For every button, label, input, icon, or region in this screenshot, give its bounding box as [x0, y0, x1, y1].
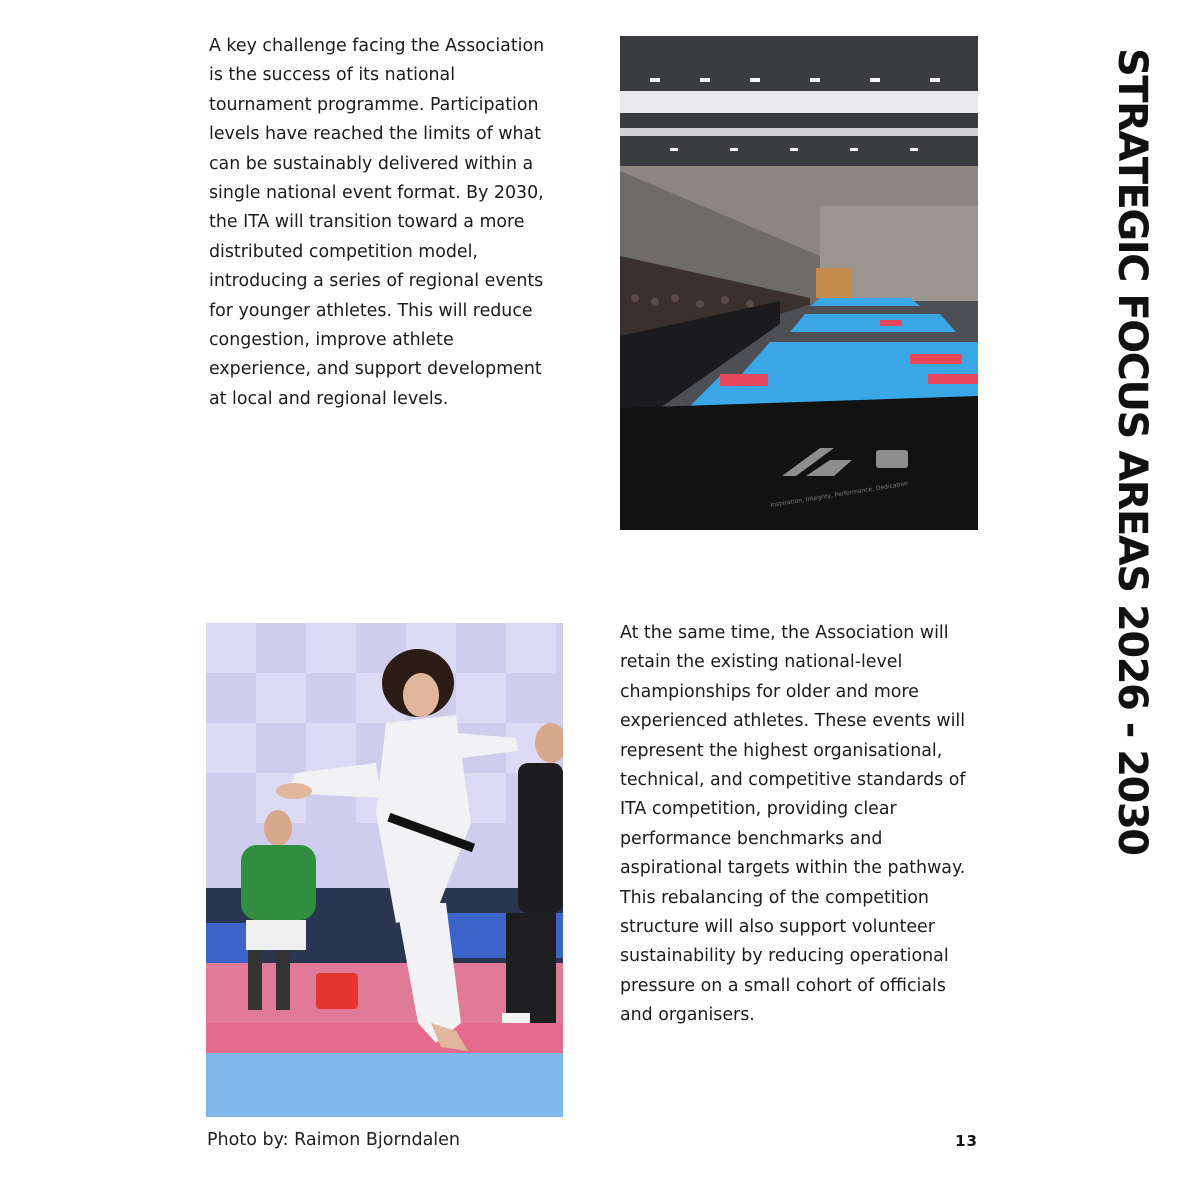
athlete-kick-photo: [206, 623, 563, 1117]
body-paragraph-2: At the same time, the Association will retain the existing national-level championships for older and more experienced athletes. These events will represent the highest organisational, technical, and competitive standards of ITA competition, providing clear performance benchmarks and aspirational targets within the pathway. This rebalancing of the competition structure will also support volunteer sustainability by reducing operational pressure on a small cohort of officials and organisers.: [620, 623, 966, 1026]
banner-motto-text: Inspiration, Integrity, Performance, Dedication: [770, 480, 909, 509]
sports-hall-photo: [620, 36, 978, 530]
page-number: 13: [955, 1132, 978, 1150]
section-title-vertical: STRATEGIC FOCUS AREAS 2026 - 2030: [1109, 48, 1155, 855]
body-paragraph-1: A key challenge facing the Association is the success of its national tournament programme. Participation levels have reached the limits of what can be sustainably delivered within a single national event format. By 2030, the ITA will transition toward a more distributed competition model, introducing a series of regional events for younger athletes. This will reduce congestion, improve athlete experience, and support development at local and regional levels.: [209, 36, 545, 409]
photo-caption: Photo by: Raimon Bjorndalen: [207, 1130, 461, 1150]
